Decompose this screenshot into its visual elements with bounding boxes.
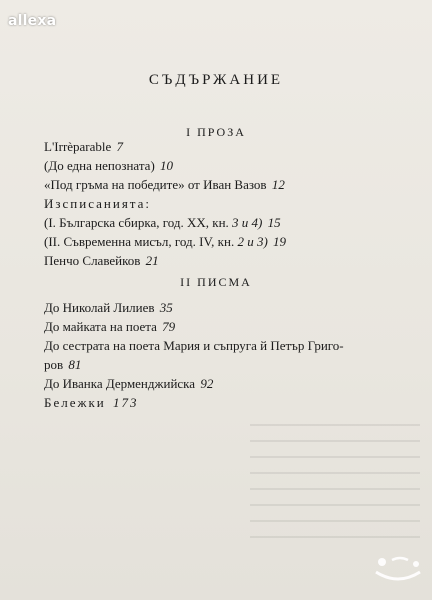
toc-issue-number: 2 и 3)	[237, 234, 268, 249]
toc-entry	[44, 251, 404, 270]
toc-entry	[44, 175, 404, 194]
section-heading-letters: II ПИСМА	[180, 275, 252, 289]
toc-entry	[44, 194, 404, 213]
toc-issue-number: 3 и 4)	[232, 215, 263, 230]
toc-entry-title-cont: ров	[44, 357, 64, 372]
toc-entry	[44, 213, 404, 232]
watermark: allexa	[8, 13, 57, 29]
toc-entry-title: Пенчо Славейков	[44, 253, 141, 268]
toc-page-number: 35	[159, 300, 173, 315]
toc-page-number: 7	[116, 139, 124, 154]
toc-page-number: 21	[145, 253, 159, 268]
toc-page-number: 15	[267, 215, 281, 230]
toc-entry	[44, 336, 404, 355]
toc-entry	[44, 137, 404, 156]
toc-page-number: 19	[273, 234, 287, 249]
toc-entry	[44, 393, 404, 412]
toc-entry-title: До сестрата на поета Мария и съпруга й Петър Григо-	[44, 338, 344, 353]
toc-entry-title: (II. Съвременна мисъл, год. IV, кн.	[44, 234, 235, 249]
toc-entry	[44, 317, 404, 336]
toc-entry	[44, 232, 404, 251]
toc-entry-continued	[44, 355, 404, 374]
section-heading-prose: I ПРОЗА	[186, 125, 246, 139]
toc-entry-title: (До една непозната)	[44, 158, 155, 173]
toc-page-number: 173	[113, 395, 139, 410]
bazar-logo	[370, 552, 426, 592]
toc-entry-title: До Иванка Дерменджийска	[44, 376, 196, 391]
letters-entries	[44, 298, 404, 412]
toc-entry-title: До майката на поета	[44, 319, 157, 334]
toc-page-number: 10	[160, 158, 174, 173]
toc-entry-title: «Под гръма на победите» от Иван Вазов	[44, 177, 267, 192]
prose-entries	[44, 137, 404, 270]
contents-title: СЪДЪРЖАНИЕ	[148, 72, 284, 88]
toc-entry	[44, 156, 404, 175]
toc-entry-title: Изсписанията:	[44, 196, 152, 211]
toc-entry-title: Бележки	[44, 395, 106, 410]
toc-entry	[44, 298, 404, 317]
toc-page-number: 92	[200, 376, 214, 391]
toc-entry-title: До Николай Лилиев	[44, 300, 155, 315]
toc-page-number: 81	[68, 357, 82, 372]
toc-entry-title: (I. Българска сбирка, год. XX, кн.	[44, 215, 229, 230]
toc-entry	[44, 374, 404, 393]
toc-page-number: 79	[162, 319, 176, 334]
toc-entry-title: L'Irrèparable	[44, 139, 112, 154]
toc-page-number: 12	[271, 177, 285, 192]
